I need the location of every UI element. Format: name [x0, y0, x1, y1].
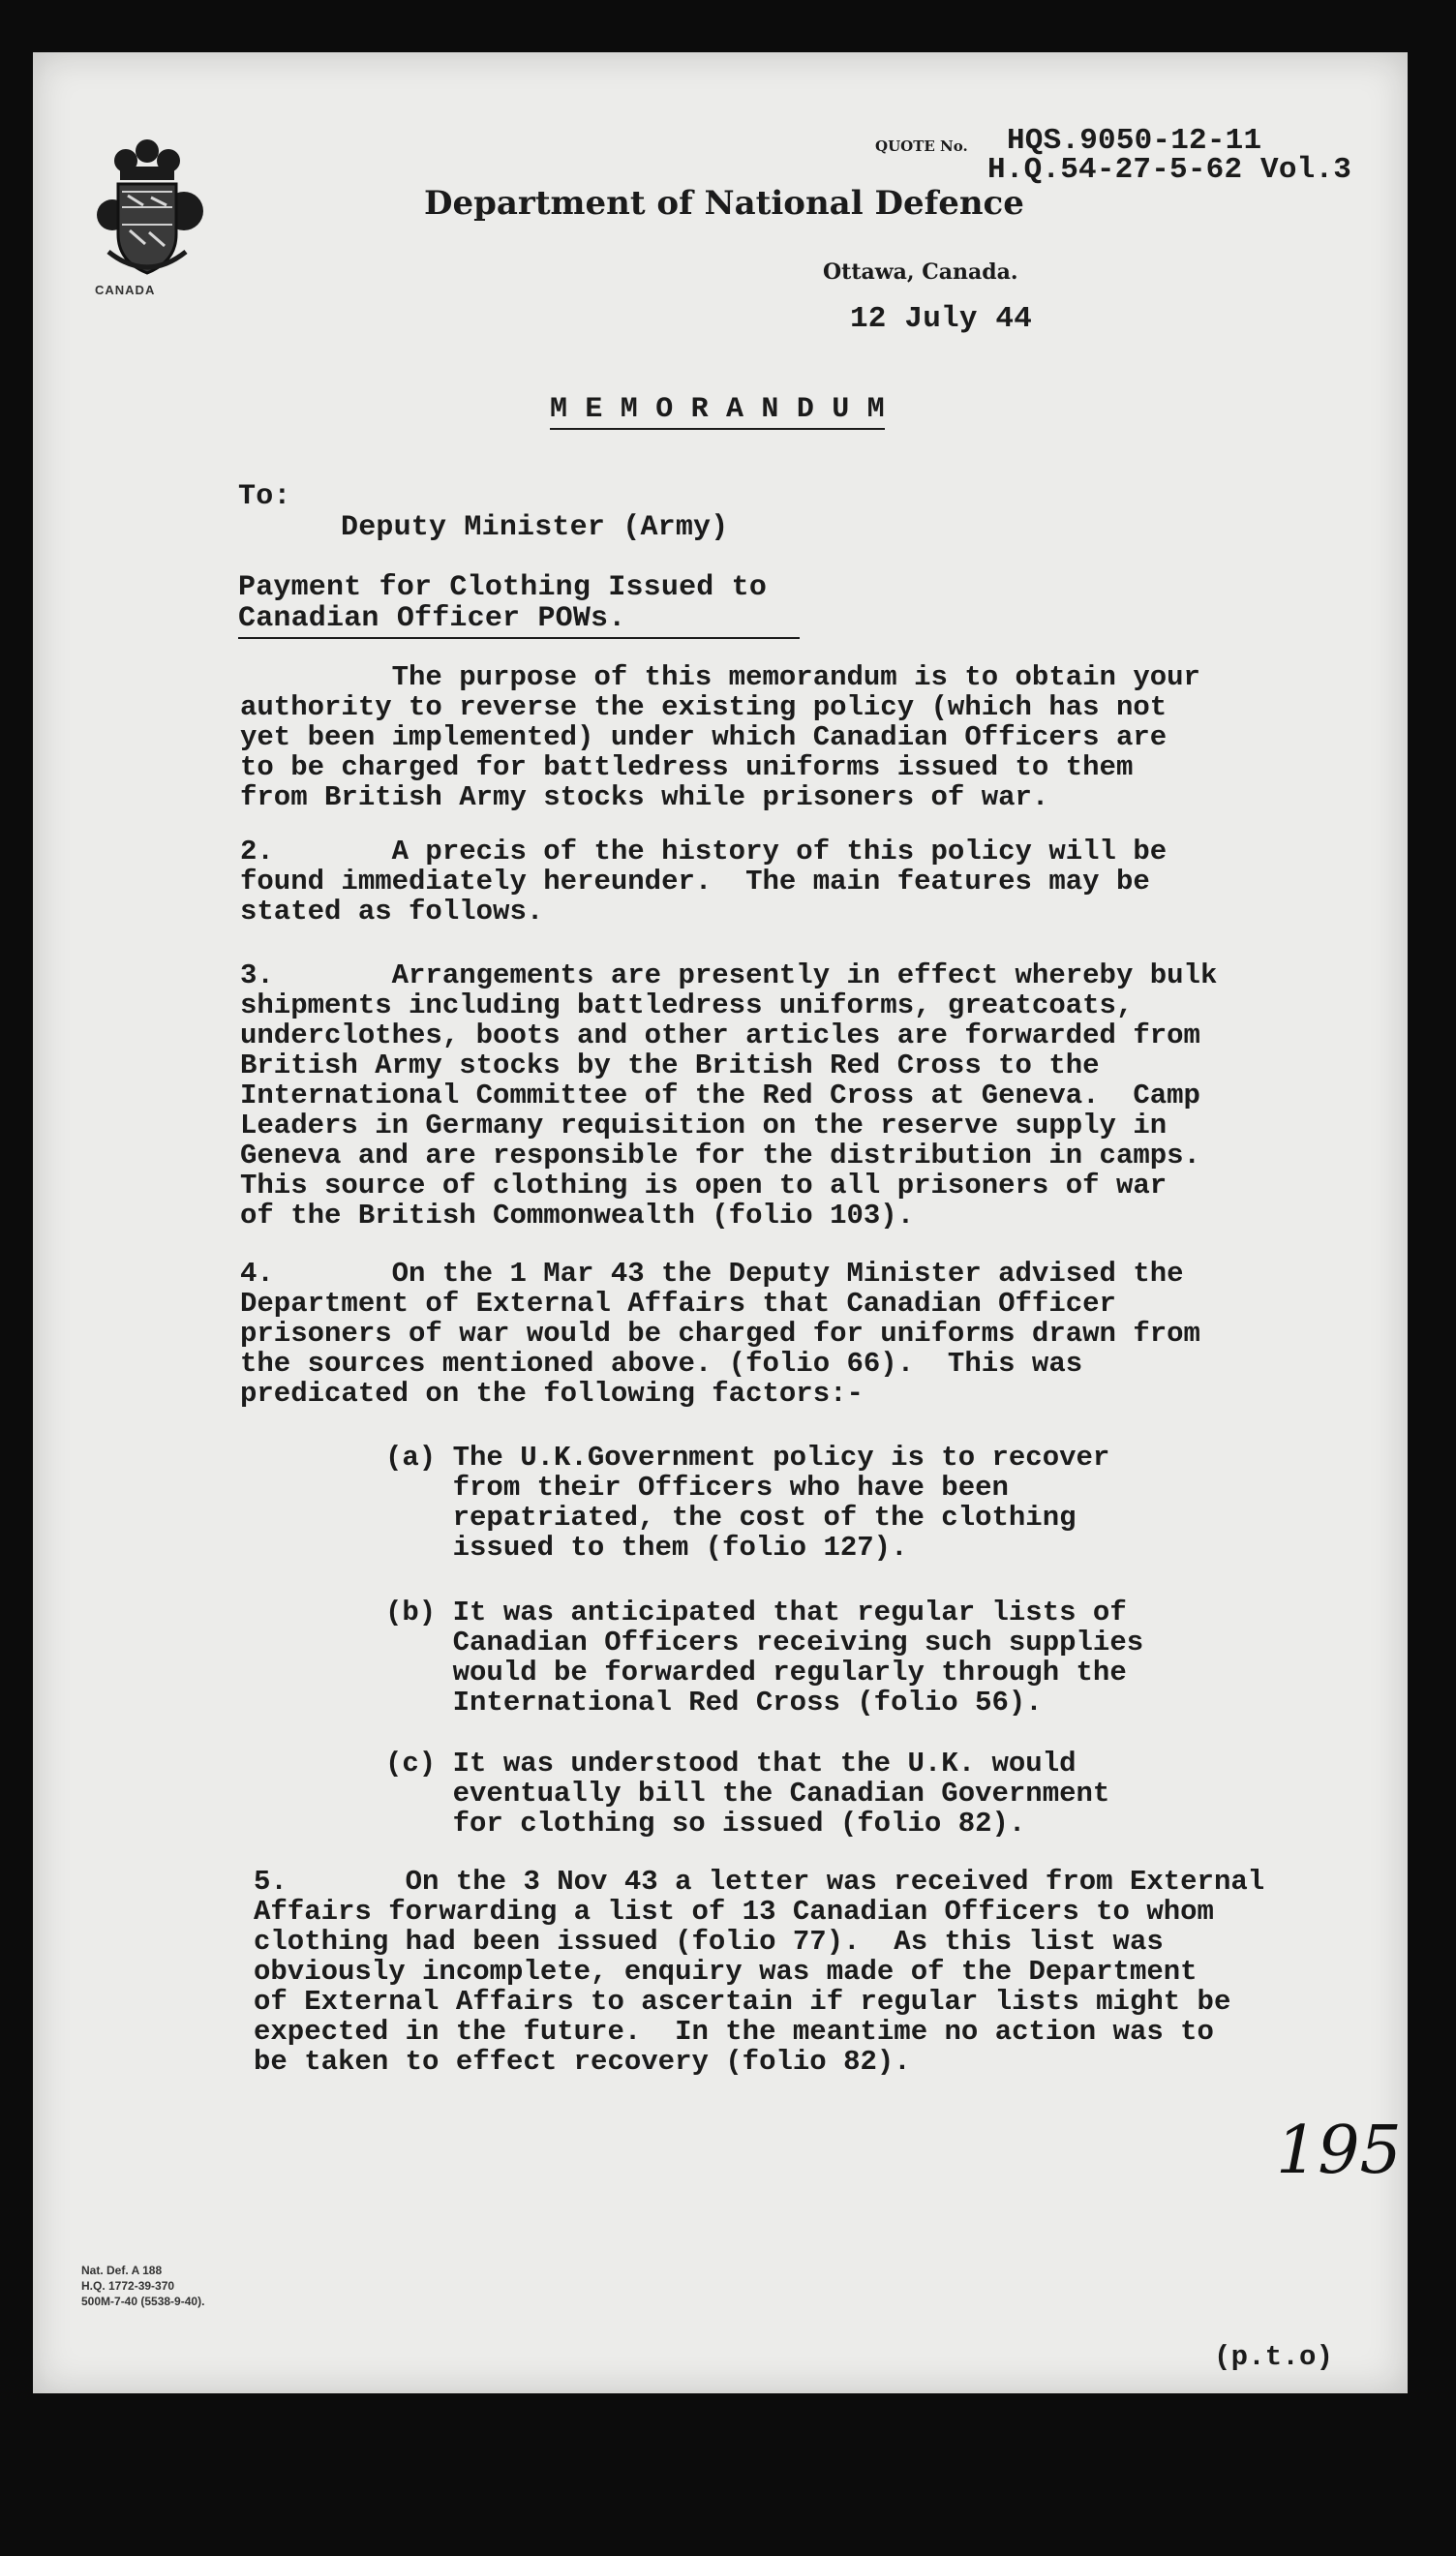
paragraph-4b: (b) It was anticipated that regular lists of Canadian Officers receiving such supplies would be forwarded regularly through the International Red Cross (folio 56).: [385, 1597, 1144, 1719]
addressee: Deputy Minister (Army): [341, 511, 729, 544]
subject-line-2-text: Canadian Officer POWs.: [238, 602, 626, 635]
file-number-2: H.Q.54-27-5-62 Vol.3: [987, 153, 1352, 187]
file-number-1: HQS.9050-12-11: [1007, 124, 1262, 158]
paragraph-4: 4. On the 1 Mar 43 the Deputy Minister advised the Department of External Affairs that Canadian Officer prisoners of war would be charged for uniforms drawn from the sources mentioned above. (folio 66). This was predicated on the following factors:-: [240, 1258, 1200, 1410]
paragraph-4c: (c) It was understood that the U.K. would eventually bill the Canadian Government for clothing so issued (folio 82).: [385, 1748, 1110, 1840]
please-turn-over: (p.t.o): [1214, 2341, 1334, 2373]
place-line: Ottawa, Canada.: [823, 259, 1018, 285]
quote-label: QUOTE No.: [875, 137, 968, 155]
document-page: [33, 52, 1408, 2393]
handwritten-page-number: 195: [1276, 2113, 1402, 2189]
coat-of-arms-icon: [89, 137, 205, 283]
paragraph-4a: (a) The U.K.Government policy is to recover from their Officers who have been repatriated, the cost of the clothing issued to them (folio 127).: [385, 1442, 1110, 1564]
department-heading: Department of National Defence: [424, 184, 1024, 223]
form-number-line-1: Nat. Def. A 188: [81, 2264, 163, 2277]
crest-caption: CANADA: [95, 283, 156, 297]
crest-emblem: [89, 137, 205, 321]
subject-line-1: Payment for Clothing Issued to: [238, 571, 768, 604]
subject-line-2: [238, 602, 800, 639]
paragraph-1: The purpose of this memorandum is to obtain your authority to reverse the existing policy (which has not yet been implemented) under which Canadian Officers are to be charged for battledress uniforms issued to them from British Army stocks while prisoners of war.: [240, 661, 1200, 813]
memo-date: 12 July 44: [850, 302, 1033, 336]
paragraph-2: 2. A precis of the history of this policy will be found immediately hereunder. The main features may be stated as follows.: [240, 836, 1168, 928]
paragraph-3: 3. Arrangements are presently in effect whereby bulk shipments including battledress uniforms, greatcoats, underclothes, boots and other articles are forwarded from British Army stocks by the British Red Cross to the International Committee of the Red Cross at Geneva. Camp Leaders in Germany requisition on the reserve supply in Geneva and are responsible for the distribution in camps. This source of clothing is open to all prisoners of war of the British Commonwealth (folio 103).: [240, 959, 1218, 1232]
form-number-line-2: H.Q. 1772-39-370: [81, 2279, 175, 2293]
memo-title: M E M O R A N D U M: [550, 393, 885, 430]
paragraph-5: 5. On the 3 Nov 43 a letter was received from External Affairs forwarding a list of 13 Canadian Officers to whom clothing had been issued (folio 77). As this list was obviously incomplete, enquiry was made of the Department of External Affairs to ascertain if regular lists might be expected in the future. In the meantime no action was to be taken to effect recovery (folio 82).: [254, 1866, 1265, 2078]
to-label: To:: [238, 480, 291, 513]
form-number-line-3: 500M-7-40 (5538-9-40).: [81, 2295, 205, 2308]
